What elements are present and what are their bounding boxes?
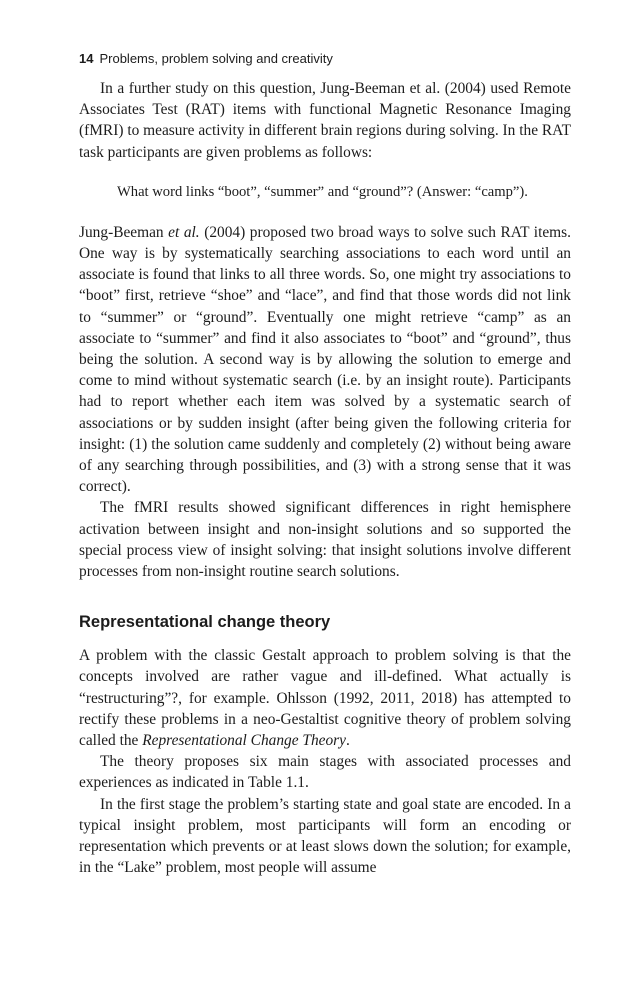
paragraph-gestalt-problem-end: . — [346, 732, 350, 750]
et-al-italic: et al. — [168, 223, 200, 241]
book-page — [79, 50, 571, 879]
paragraph-six-stages: The theory proposes six main stages with associated processes and experiences as indicated in Table 1.1. — [79, 753, 571, 792]
paragraph-gestalt-problem-text: A problem with the classic Gestalt approach to problem solving is that the concepts involved are rather vague and ill-defined. What actually is “restructuring”?, for example. Ohlsson (1992, 2011, 2018) has attempted to rectify these problems in a neo-Gestaltist cognitive theory of problem solving called the — [79, 647, 571, 750]
paragraph-gestalt-problem — [79, 645, 571, 751]
paragraph-fmri-results: The fMRI results showed significant differences in right hemisphere activation between insight and non-insight solutions and so supported the special process view of insight solving: that insight solutions involve different processes from non-insight routine search solutions. — [79, 499, 571, 581]
running-head — [79, 50, 571, 68]
paragraph-rat-study — [79, 78, 571, 163]
theory-name-italic: Representational Change Theory — [142, 732, 347, 750]
rat-example-extract: What word links “boot”, “summer” and “ground”? (Answer: “camp”). — [117, 183, 528, 200]
paragraph-first-stage: In the first stage the problem’s starting state and goal state are encoded. In a typical insight problem, most participants will form an encoding or representation which prevents or at least slows down the solution; for example, in the “Lake” problem, most people will assume — [79, 795, 571, 877]
paragraph-solution-routes-text: (2004) proposed two broad ways to solve such RAT items. One way is by systematically searching associations to each word until an associate is found that links to all three words. So, one might try associations to “boot” first, retrieve “shoe” and “lace”, and find that those words did not link to “summer” or “ground”. Eventually one might retrieve “camp” as an associate to “summer” and find it also associates to “boot” and “ground”, thus being the solution. A second way is by allowing the solution to emerge and come to mind without systematic search (i.e. by an insight route). Participants had to report whether each item was solved by a systematic search of associations or by sudden insight (after being given the following criteria for insight: (1) the solution came suddenly and completely (2) without being aware of any searching through possibilities, and (3) with a strong sense that it was correct). — [79, 223, 571, 496]
page-number: 14 — [79, 51, 94, 66]
running-head-title: Problems, problem solving and creativity — [99, 51, 333, 66]
section-heading: Representational change theory — [79, 613, 331, 632]
paragraph-rat-study-text: In a further study on this question, Jung-Beeman et al. (2004) used Remote Associates Test (RAT) items with functional Magnetic Resonance Imaging (fMRI) to measure activity in different brain regions during solving. In the RAT task participants are given problems as follows: — [79, 80, 571, 161]
paragraph-solution-routes — [79, 222, 571, 498]
paragraph-solution-routes-lead: Jung-Beeman — [79, 223, 169, 241]
